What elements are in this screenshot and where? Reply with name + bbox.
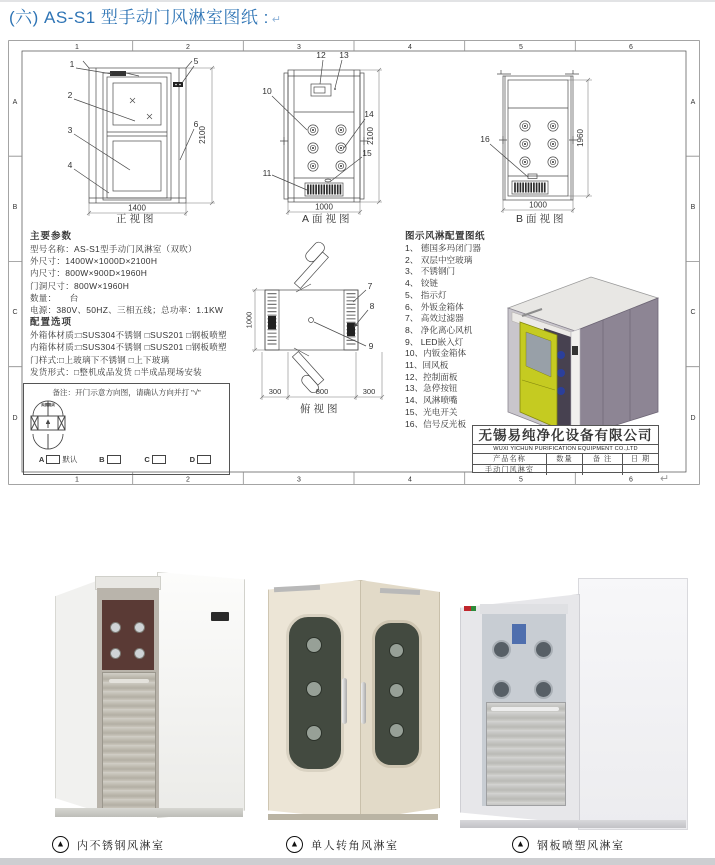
part-item: 10、内钣金箱体 (405, 348, 467, 359)
control-panel (211, 612, 229, 621)
option-tag: 默认 (62, 455, 78, 464)
part-item: 14、风淋喷嘴 (405, 395, 458, 406)
cabinet-right-face (578, 578, 688, 830)
indicator-light (173, 82, 183, 87)
parts-list-block (405, 230, 485, 430)
door-option-c (144, 454, 167, 465)
door-window-right (372, 620, 422, 768)
nozzle (110, 648, 121, 659)
drawing-sheet (8, 40, 700, 485)
option-line: 门样式:□上玻璃下不锈钢 □上下玻璃 (30, 354, 170, 365)
door-window-left (286, 614, 344, 772)
zone-row-label: D (690, 415, 696, 422)
part-item: 2、 双层中空玻璃 (405, 254, 473, 265)
callout-1: 1 (69, 59, 75, 69)
date-value-empty (623, 465, 658, 475)
part-item: 5、 指示灯 (405, 289, 447, 300)
part-item: 15、光电开关 (405, 406, 458, 417)
title-block-header-row (473, 454, 658, 465)
caption-text: 内不锈钢风淋室 (77, 839, 165, 852)
page-title (9, 3, 282, 28)
callout-16: 16 (480, 134, 490, 144)
logo-glyph: ▲ (56, 838, 65, 849)
callout-13: 13 (339, 50, 349, 60)
option-letter: A (38, 455, 45, 464)
col-remark: 备 注 (583, 454, 623, 464)
door-handle (109, 679, 149, 683)
cabinet-right-panel (157, 572, 245, 818)
zone-col-label: 2 (186, 44, 190, 51)
product-name-value: 手动门风淋室 (473, 465, 547, 475)
photo-sensor (325, 179, 331, 182)
company-name-cn: 无锡易纯净化设备有限公司 (473, 426, 658, 445)
option-letter: C (144, 455, 150, 464)
door-option-a (39, 454, 77, 465)
param-line: 内尺寸：800W×900D×1960H (30, 268, 148, 279)
nozzle (492, 640, 511, 659)
col-product-name: 产品名称 (473, 454, 547, 464)
dim-top-right: 300 (362, 387, 376, 396)
param-line: 电源：380V、50HZ、三相五线；总功率：1.1KW (30, 305, 224, 316)
part-item: 1、 德国多玛闭门器 (405, 243, 481, 253)
brand-logo-icon (286, 836, 303, 853)
door-direction-note-box (23, 383, 230, 475)
dim-b-width: 1000 (529, 200, 547, 210)
zone-col-label: 3 (297, 44, 301, 51)
dim-a-height: 2100 (366, 127, 375, 145)
zone-row-label: C (690, 309, 696, 316)
option-checkbox[interactable] (197, 455, 211, 464)
photo-caption (286, 836, 399, 853)
door-option-b (99, 454, 122, 465)
note-text: 备注：开门示意方向图，请确认方向并打 "√" (52, 388, 201, 397)
door-handle (491, 707, 559, 711)
top-view (245, 240, 385, 415)
callout-9: 9 (368, 341, 374, 351)
zone-row-label: B (690, 204, 696, 211)
a-view-caption: A面视图 (302, 213, 353, 225)
option-line: 发货形式：□整机成品发货 □半成品现场安装 (30, 366, 202, 377)
part-item: 6、 外钣金箱体 (405, 301, 464, 312)
dim-top-left: 300 (268, 387, 282, 396)
3d-render (508, 277, 658, 438)
callout-7: 7 (367, 281, 373, 291)
part-item: 16、信号反光板 (405, 418, 467, 429)
blower-fan (347, 323, 355, 336)
nozzle (389, 683, 404, 698)
zone-col-label: 5 (519, 476, 523, 484)
part-item: 8、 净化离心风机 (405, 324, 473, 335)
b-side-view (480, 70, 592, 225)
page-title-text: (六) AS-S1 型手动门风淋室图纸 : (9, 8, 269, 27)
blower-fan (268, 316, 276, 329)
window-top-edge (0, 0, 715, 2)
callout-10: 10 (262, 86, 272, 96)
param-line: 外尺寸：1400W×1000D×2100H (30, 256, 158, 267)
nozzle (492, 680, 511, 699)
part-item: 11、回风板 (405, 360, 449, 371)
indicator-green (471, 606, 476, 611)
door-option-diagram-d (28, 397, 68, 453)
col-date: 日 期 (630, 454, 651, 463)
nozzle (134, 622, 145, 633)
front-view (68, 56, 215, 225)
logo-glyph: ▲ (516, 838, 525, 849)
zone-col-label: 1 (75, 44, 79, 51)
zone-row-label: B (12, 204, 18, 211)
callout-15: 15 (362, 148, 372, 158)
photo-corner-air-shower (252, 556, 448, 838)
dim-front-height: 2100 (198, 126, 207, 144)
paragraph-mark-icon: ↵ (271, 14, 282, 26)
brand-logo-icon (52, 836, 69, 853)
door-closer (110, 71, 126, 76)
photo-caption (512, 836, 625, 853)
option-checkbox[interactable] (152, 455, 166, 464)
title-block (472, 425, 659, 473)
callout-3: 3 (67, 125, 73, 135)
open-door-top (286, 240, 332, 288)
parts-heading: 图示风淋配置图纸 (405, 231, 486, 242)
callout-14: 14 (364, 109, 374, 119)
cabinet-left-panel (55, 580, 99, 812)
door-option-labels (28, 454, 224, 465)
top-view-caption: 俯视图 (300, 403, 341, 415)
interior-back-wall (102, 600, 154, 670)
photo-stainless-air-shower (35, 556, 247, 838)
zone-row-label: D (12, 415, 18, 422)
param-line: 数量： 台 (30, 292, 79, 303)
dim-b-height: 1960 (576, 129, 585, 147)
interior-display (512, 624, 526, 644)
window-bottom-edge (0, 858, 715, 865)
callout-8: 8 (369, 301, 375, 311)
b-view-caption: B面视图 (516, 213, 567, 225)
option-line: 外箱体材质:□SUS304不锈钢 □SUS201 □钢板喷塑 (30, 330, 227, 341)
nozzle (534, 640, 553, 659)
col-quantity: 数量 (547, 454, 583, 464)
front-view-caption: 正视图 (116, 213, 157, 225)
nozzle (306, 725, 322, 741)
dim-top-middle: 800 (315, 387, 329, 396)
control-panel-3d (572, 346, 578, 355)
zone-row-label: C (12, 309, 18, 316)
dim-top-depth: 1000 (244, 311, 254, 329)
door-handle-right (361, 682, 366, 724)
a-side-view (262, 50, 382, 225)
photo-painted-steel-air-shower (448, 556, 695, 840)
option-letter: B (99, 455, 105, 464)
title-block-value-row (473, 465, 658, 475)
zone-col-label: 6 (629, 44, 633, 51)
stainless-door-lower (486, 702, 566, 806)
callout-12: 12 (316, 50, 326, 60)
logo-glyph: ▲ (290, 838, 299, 849)
dim-a-width: 1000 (315, 202, 333, 212)
nozzle (389, 643, 404, 658)
door-handle-left (342, 678, 347, 724)
callout-11: 11 (262, 168, 272, 178)
caption-text: 钢板喷塑风淋室 (537, 839, 625, 852)
part-item: 4、 铰链 (405, 278, 438, 289)
caption-text: 单人转角风淋室 (311, 839, 399, 852)
photo-caption (52, 836, 165, 853)
option-checkbox[interactable] (107, 455, 121, 464)
option-checkbox[interactable] (46, 455, 60, 464)
zone-row-label: A (690, 99, 696, 106)
nozzle (134, 648, 145, 659)
part-item: 12、控制面板 (405, 371, 458, 382)
indicator-red (464, 606, 471, 611)
zone-col-label: 6 (629, 476, 633, 484)
zone-col-label: 5 (519, 44, 523, 51)
nozzle (389, 723, 404, 738)
nozzle (534, 680, 553, 699)
part-item: 13、急停按钮 (405, 383, 458, 394)
zone-col-label: 1 (75, 476, 79, 484)
param-line: 门洞尺寸：800W×1960H (30, 280, 130, 291)
door-option-d (190, 454, 213, 465)
company-name-en: WUXI YICHUN PURIFICATION EQUIPMENT CO.,LTD (473, 445, 658, 454)
part-item: 9、 LED嵌入灯 (405, 336, 464, 347)
params-heading: 主要参数 (30, 231, 73, 242)
cabinet-base (55, 808, 243, 817)
callout-6: 6 (193, 119, 199, 129)
door-header (480, 604, 568, 614)
callout-5: 5 (193, 56, 199, 66)
stainless-door-lower (102, 672, 156, 810)
photo-captions (0, 836, 715, 858)
main-parameters-block (30, 230, 227, 378)
zone-col-label: 4 (408, 44, 412, 51)
param-line: 型号名称：AS-S1型手动门风淋室（双吹） (30, 244, 197, 254)
nozzle (306, 637, 322, 653)
remark-value-empty (583, 465, 623, 475)
callout-4: 4 (67, 160, 73, 170)
paragraph-mark-icon: ↵ (660, 473, 670, 485)
zone-col-label: 3 (297, 476, 301, 484)
nozzle (110, 622, 121, 633)
part-item: 7、 高效过滤器 (405, 313, 464, 324)
cabinet-base (268, 814, 438, 820)
zone-col-label: 4 (408, 476, 412, 484)
option-line: 内箱体材质:□SUS304不锈钢 □SUS201 □钢板喷塑 (30, 342, 227, 353)
part-item: 3、 不锈钢门 (405, 266, 456, 277)
brand-logo-icon (512, 836, 529, 853)
option-letter: D (189, 455, 196, 464)
zone-col-label: 2 (186, 476, 190, 484)
options-heading: 配置选项 (30, 317, 73, 329)
quantity-value-empty (547, 465, 583, 475)
callout-2: 2 (67, 90, 73, 100)
nozzle (306, 681, 322, 697)
zone-row-label: A (12, 99, 18, 106)
dim-front-width: 1400 (128, 203, 146, 213)
cabinet-base (460, 820, 686, 828)
